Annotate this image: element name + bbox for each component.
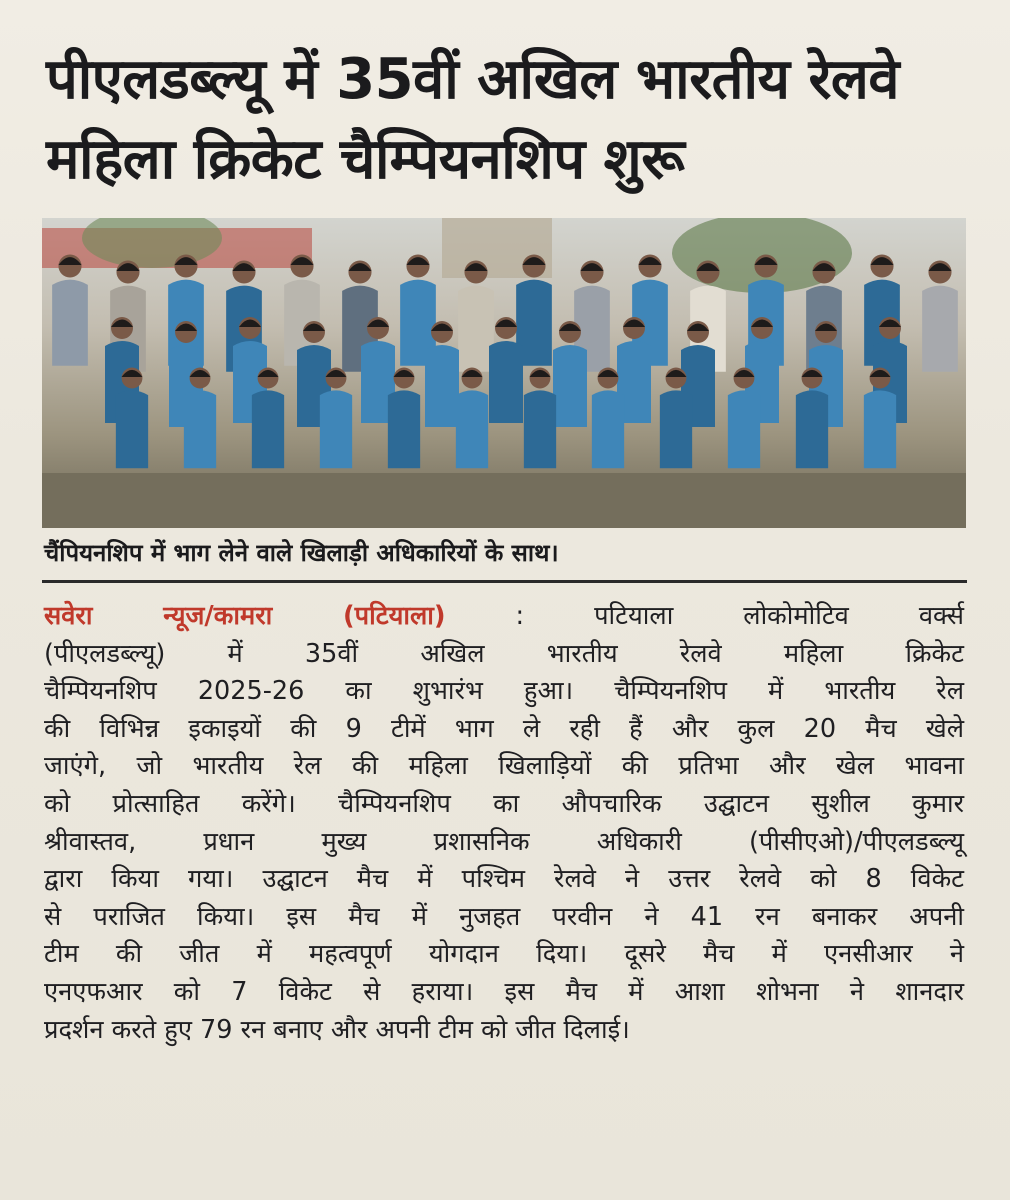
- separator: :: [515, 601, 525, 631]
- body-line-10: टीम की जीत में महत्वपूर्ण योगदान दिया। दूसरे मैच में एनसीआर ने: [44, 939, 964, 970]
- caption-divider: [42, 580, 967, 583]
- ground: [42, 473, 966, 528]
- headline-line-1: पीएलडब्ल्यू में 35वीं अखिल भारतीय रेलवे: [46, 47, 900, 112]
- headline: [46, 40, 976, 200]
- headline-line-2: महिला क्रिकेट चैम्पियनशिप शुरू: [46, 127, 685, 192]
- article-body: [44, 598, 964, 1049]
- dateline: सवेरा न्यूज/कामरा (पटियाला): [44, 601, 446, 631]
- body-line-5: जाएंगे, जो भारतीय रेल की महिला खिलाड़ियों की प्रतिभा और खेल भावना: [44, 751, 964, 782]
- body-line-11: एनएफआर को 7 विकेट से हराया। इस मैच में आशा शोभना ने शानदार: [44, 976, 964, 1007]
- body-line-12: प्रदर्शन करते हुए 79 रन बनाए और अपनी टीम को जीत दिलाई।: [44, 1014, 630, 1045]
- body-line-8: द्वारा किया गया। उद्घाटन मैच में पश्चिम रेलवे ने उत्तर रेलवे को 8 विकेट: [44, 864, 964, 895]
- body-line-4: की विभिन्न इकाइयों की 9 टीमें भाग ले रही हैं और कुल 20 मैच खेले: [44, 713, 964, 744]
- photo-caption: चैंपियनशिप में भाग लेने वाले खिलाड़ी अधिकारियों के साथ।: [44, 539, 559, 567]
- body-line-1: [44, 598, 964, 636]
- body-line-7: श्रीवास्तव, प्रधान मुख्य प्रशासनिक अधिकारी (पीसीएओ)/पीएलडब्ल्यू: [44, 826, 964, 857]
- news-photo: [42, 218, 966, 528]
- body-line-1-text: पटियाला लोकोमोटिव वर्क्स: [594, 601, 964, 631]
- group-photo-illustration: [42, 218, 966, 528]
- body-line-2: (पीएलडब्ल्यू) में 35वीं अखिल भारतीय रेलवे महिला क्रिकेट: [44, 638, 964, 669]
- body-line-9: से पराजित किया। इस मैच में नुजहत परवीन ने 41 रन बनाकर अपनी: [44, 901, 964, 932]
- body-line-3: चैम्पियनशिप 2025-26 का शुभारंभ हुआ। चैम्पियनशिप में भारतीय रेल: [44, 676, 964, 707]
- body-line-6: को प्रोत्साहित करेंगे। चैम्पियनशिप का औपचारिक उद्घाटन सुशील कुमार: [44, 788, 964, 819]
